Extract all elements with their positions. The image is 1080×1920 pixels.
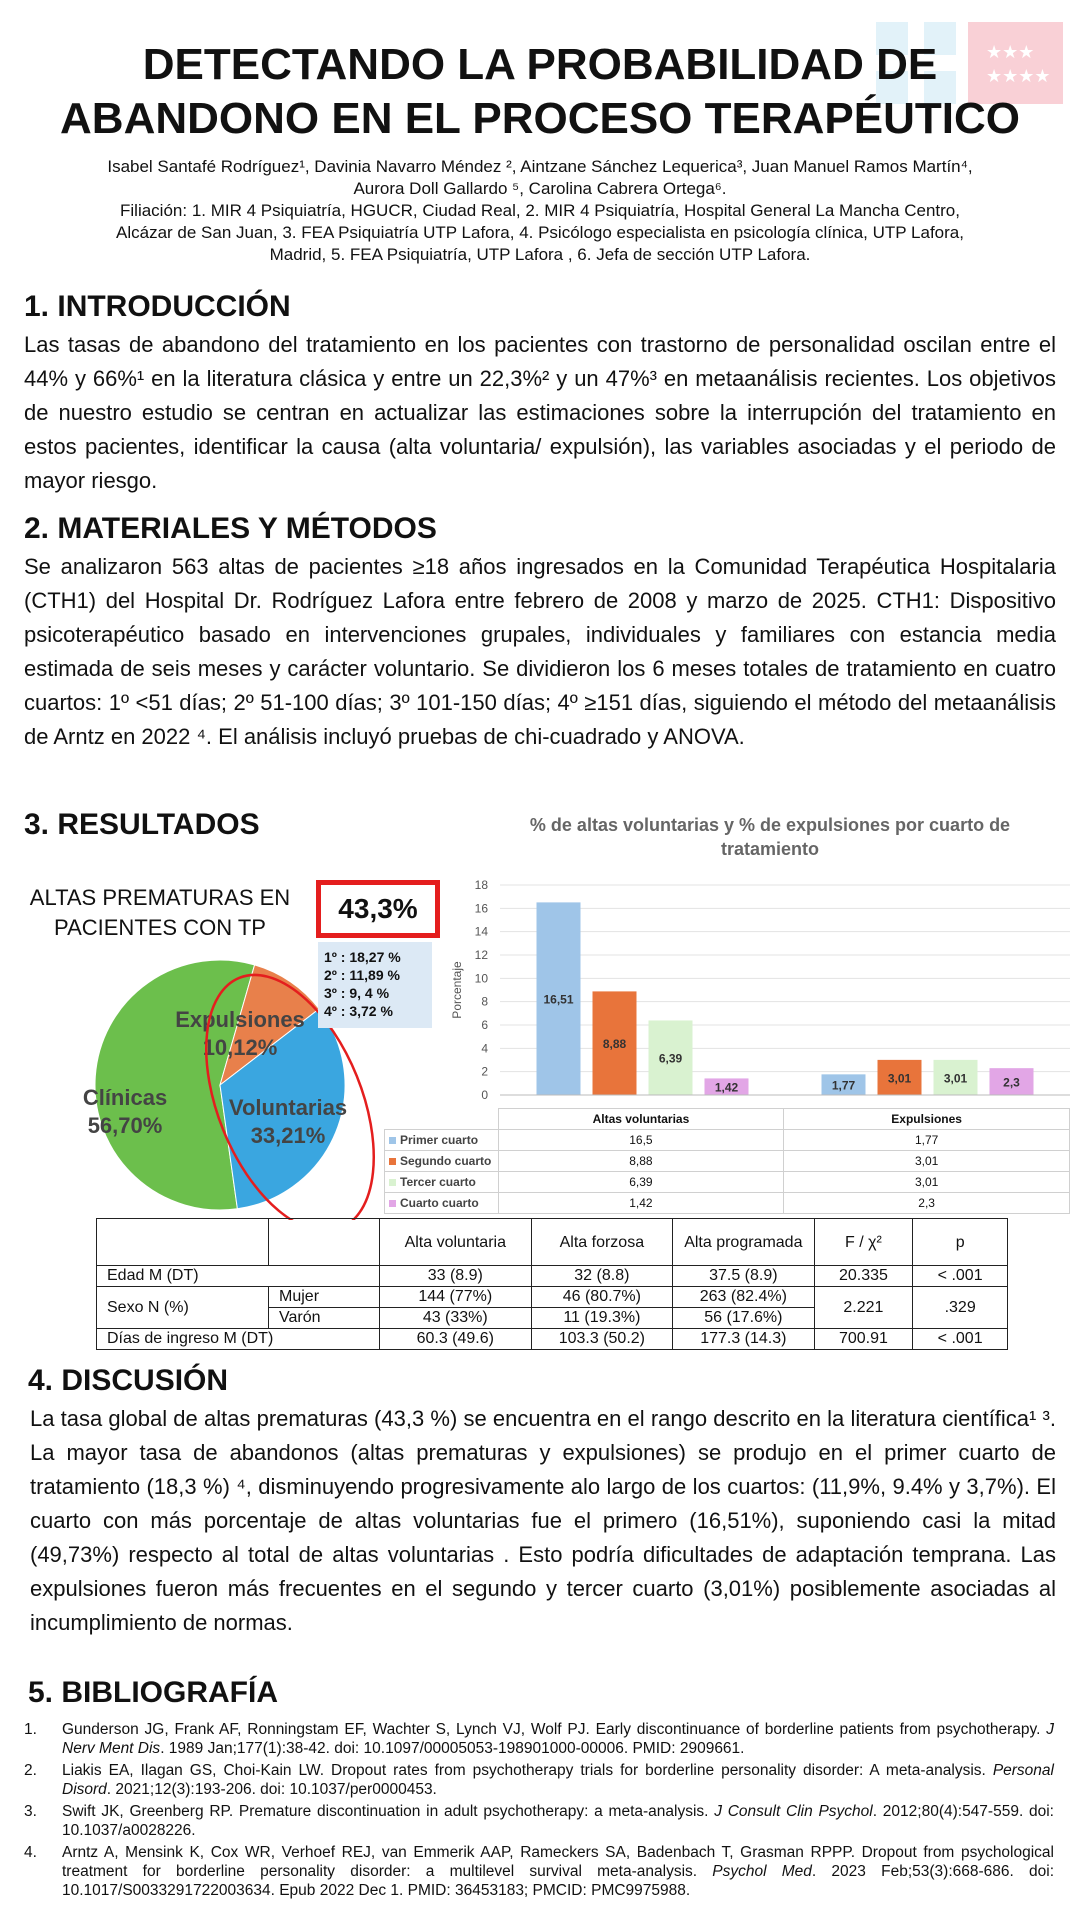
legend-entry [385, 1172, 499, 1193]
table-row [97, 1266, 1008, 1287]
reference-journal: Psychol Med [712, 1863, 812, 1880]
stats-header-cell: Alta forzosa [531, 1219, 672, 1266]
poster-title [10, 38, 1070, 146]
y-tick-label: 2 [481, 1064, 488, 1079]
y-tick-label: 12 [474, 948, 488, 962]
legend-series-name: Cuarto cuarto [400, 1196, 479, 1210]
reference-item [24, 1720, 1054, 1758]
legend-value: 3,01 [784, 1151, 1070, 1172]
bar-data-label: 1,42 [714, 1080, 739, 1095]
statistics-table [96, 1218, 1008, 1350]
reference-journal: J Nerv Ment Dis [62, 1721, 1054, 1757]
affiliation-line-1: Filiación: 1. MIR 4 Psiquiatría, HGUCR, Ciudad Real, 2. MIR 4 Psiquiatría, Hospital General La Mancha Centro, [120, 201, 960, 220]
y-tick-label: 18 [474, 878, 488, 892]
stats-header-blank [97, 1219, 269, 1266]
legend-value: 16,5 [498, 1130, 784, 1151]
table-cell: 56 (17.6%) [673, 1308, 814, 1329]
results-heading: 3. RESULTADOS [24, 808, 260, 841]
legend-value: 8,88 [498, 1151, 784, 1172]
legend-value: 2,3 [784, 1193, 1070, 1214]
legend-entry [385, 1130, 499, 1151]
discussion-heading: 4. DISCUSIÓN [28, 1364, 229, 1397]
stats-header-blank [269, 1219, 380, 1266]
stats-header-cell: Alta voluntaria [379, 1219, 531, 1266]
reference-item [24, 1802, 1054, 1840]
legend-entry [385, 1193, 499, 1214]
legend-header-blank [385, 1109, 499, 1130]
pie-title-line-1: ALTAS PREMATURAS EN [29, 885, 291, 910]
reference-journal: Personal Disord [62, 1762, 1054, 1798]
y-tick-label: 8 [481, 994, 488, 1009]
legend-value: 1,77 [784, 1130, 1070, 1151]
table-cell: 144 (77%) [379, 1287, 531, 1308]
authors-line-2: Aurora Doll Gallardo ⁵, Carolina Cabrera Ortega⁶. [353, 179, 727, 198]
legend-row [385, 1172, 1070, 1193]
legend-swatch [389, 1158, 396, 1165]
quarter-rate: 3º : 9, 4 % [324, 985, 390, 1001]
y-tick-label: 10 [474, 971, 488, 986]
legend-value: 3,01 [784, 1172, 1070, 1193]
quarter-rate: 4º : 3,72 % [324, 1003, 393, 1019]
pie-label-name: Clínicas [82, 1085, 168, 1110]
y-tick-label: 14 [474, 924, 488, 939]
reference-number: 1. [24, 1721, 37, 1738]
quarter-rate: 2º : 11,89 % [324, 967, 400, 983]
row-sublabel: Varón [269, 1308, 380, 1329]
affiliation-line-3: Madrid, 5. FEA Psiquiatría, UTP Lafora , 6. Jefa de sección UTP Lafora. [269, 245, 811, 264]
reference-details: . 2023 Feb;53(3):668-686. doi: 10.1017/S0033291722003634. Epub 2022 Dec 1. PMID: 36453183; PMCID: PMC9975988. [62, 1863, 1055, 1899]
legend-row [385, 1130, 1070, 1151]
category-label: Expulsiones [784, 1109, 1070, 1130]
row-label: Edad M (DT) [97, 1266, 380, 1287]
table-cell: 700.91 [814, 1329, 913, 1350]
table-cell: 2.221 [814, 1287, 913, 1329]
y-axis-label: Porcentaje [450, 961, 464, 1019]
bar-data-label: 6,39 [658, 1051, 683, 1066]
quarter-rates-list [318, 942, 432, 1028]
table-cell: 37.5 (8.9) [673, 1266, 814, 1287]
y-tick-label: 4 [481, 1041, 488, 1056]
bibliography-heading: 5. BIBLIOGRAFÍA [28, 1676, 279, 1709]
y-tick-label: 16 [474, 901, 488, 916]
table-cell: .329 [913, 1287, 1008, 1329]
table-cell: 177.3 (14.3) [673, 1329, 814, 1350]
legend-swatch [389, 1137, 396, 1144]
legend-row [385, 1193, 1070, 1214]
title-line-1: DETECTANDO LA PROBABILIDAD DE [142, 40, 938, 89]
category-label: Altas voluntarias [498, 1109, 784, 1130]
legend-value: 1,42 [498, 1193, 784, 1214]
legend-header-row [385, 1109, 1070, 1130]
legend-entry [385, 1151, 499, 1172]
reference-number: 4. [24, 1844, 37, 1861]
bar-chart [445, 870, 1070, 1108]
quarter-rate: 1º : 18,27 % [324, 949, 401, 965]
legend-row [385, 1151, 1070, 1172]
legend-value: 6,39 [498, 1172, 784, 1193]
bar-chart-title [480, 813, 1060, 861]
svg-text:★★★★: ★★★★ [986, 66, 1051, 87]
legend-series-name: Primer cuarto [400, 1133, 479, 1147]
table-cell: 11 (19.3%) [531, 1308, 672, 1329]
reference-number: 3. [24, 1803, 37, 1820]
methods-text: Se analizaron 563 altas de pacientes ≥18 años ingresados en la Comunidad Terapéutica Hospitalaria (CTH1) del Hospital Dr. Rodríguez Lafora entre febrero de 2008 y marzo de 2025. CTH1: Dispositivo psicoterapéutico basado en intervenciones grupales, individuales y familiares con estancia media estimada de seis meses y carácter voluntario. Se dividieron los 6 meses totales de tratamiento en cuatro cuartos: 1º <51 días; 2º 51-100 días; 3º 101-150 días; 4º ≥151 días, siguiendo el método del metaanálisis de Arntz en 2022 ⁴. El análisis incluyó pruebas de chi-cuadrado y ANOVA. [24, 554, 1056, 749]
legend-swatch [389, 1200, 396, 1207]
legend-swatch [389, 1179, 396, 1186]
table-cell: < .001 [913, 1266, 1008, 1287]
row-label: Días de ingreso M (DT) [97, 1329, 380, 1350]
table-row [97, 1329, 1008, 1350]
bar-data-label: 3,01 [887, 1071, 912, 1086]
stats-header-cell: Alta programada [673, 1219, 814, 1266]
row-sublabel: Mujer [269, 1287, 380, 1308]
table-cell: < .001 [913, 1329, 1008, 1350]
bar-data-label: 16,51 [543, 992, 574, 1007]
table-cell: 46 (80.7%) [531, 1287, 672, 1308]
reference-details: . 2012;80(4):547-559. doi: 10.1037/a0028226. [62, 1803, 1054, 1839]
reference-text: Gunderson JG, Frank AF, Ronningstam EF, Wachter S, Lynch VJ, Wolf PJ. Early discontinuance of borderline patients from psychotherapy. [62, 1721, 1047, 1738]
premature-rate-callout: 43,3% [316, 880, 440, 938]
reference-text: Arntz A, Mensink K, Cox WR, Verhoef REJ, van Emmerik AAP, Rameckers SA, Badenbach T, Grasman RPPP. Dropout from psychological treatment for borderline personality disorder: a multilevel survival meta-analysis. [62, 1844, 1054, 1880]
table-cell: 20.335 [814, 1266, 913, 1287]
reference-list [24, 1720, 1054, 1903]
title-line-2: ABANDONO EN EL PROCESO TERAPÉUTICO [60, 94, 1020, 143]
row-label: Sexo N (%) [97, 1287, 269, 1329]
pie-label-name: Voluntarias [228, 1095, 348, 1120]
reference-text: Swift JK, Greenberg RP. Premature discontinuation in adult psychotherapy: a meta-analysis. [62, 1803, 715, 1820]
bar-data-label: 2,3 [1003, 1075, 1020, 1090]
reference-details: . 2021;12(3):193-206. doi: 10.1037/per0000453. [106, 1781, 437, 1798]
bar-data-label: 1,77 [831, 1078, 856, 1093]
authors-affiliations [20, 156, 1060, 266]
pie-label-value: 56,70% [87, 1113, 163, 1138]
intro-heading: 1. INTRODUCCIÓN [24, 290, 291, 323]
table-cell: 32 (8.8) [531, 1266, 672, 1287]
reference-text: Liakis EA, Ilagan GS, Choi-Kain LW. Dropout rates from psychotherapy trials for borderline personality disorder: A meta-analysis. [62, 1762, 993, 1779]
svg-text:★★★: ★★★ [986, 42, 1035, 63]
bar-data-label: 3,01 [943, 1071, 968, 1086]
authors-line-1: Isabel Santafé Rodríguez¹, Davinia Navarro Méndez ², Aintzane Sánchez Lequerica³, Juan Manuel Ramos Martín⁴, [107, 157, 973, 176]
legend-series-name: Tercer cuarto [400, 1175, 476, 1189]
stats-header-cell: p [913, 1219, 1008, 1266]
table-cell: 33 (8.9) [379, 1266, 531, 1287]
bar-data-label: 8,88 [602, 1037, 627, 1052]
reference-number: 2. [24, 1762, 37, 1779]
affiliation-line-2: Alcázar de San Juan, 3. FEA Psiquiatría UTP Lafora, 4. Psicólogo especialista en psicología clínica, UTP Lafora, [116, 223, 964, 242]
table-cell: 263 (82.4%) [673, 1287, 814, 1308]
reference-item [24, 1843, 1054, 1900]
table-cell: 43 (33%) [379, 1308, 531, 1329]
reference-journal: J Consult Clin Psychol [714, 1803, 873, 1820]
bar-chart-title-line-1: % de altas voluntarias y % de expulsiones por cuarto de [529, 815, 1011, 835]
intro-text: Las tasas de abandono del tratamiento en los pacientes con trastorno de personalidad oscilan entre el 44% y 66%¹ en la literatura clásica y entre un 22,3%² y un 47%³ en metaanálisis recientes. Los objetivos de nuestro estudio se centran en actualizar las estimaciones sobre la interrupción del tratamiento en estos pacientes, identificar la causa (alta voluntaria/ expulsión), las variables asociadas y el periodo de mayor riesgo. [24, 332, 1056, 493]
stats-header-row [97, 1219, 1008, 1266]
reference-details: . 1989 Jan;177(1):38-42. doi: 10.1097/00005053-198901000-00006. PMID: 2909661. [160, 1740, 745, 1757]
methods-heading: 2. MATERIALES Y MÉTODOS [24, 512, 437, 545]
y-tick-label: 0 [481, 1088, 488, 1102]
bar-chart-title-line-2: tratamiento [720, 839, 819, 859]
stats-header-cell: F / χ² [814, 1219, 913, 1266]
pie-label-name: Expulsiones [175, 1007, 305, 1032]
bar-chart-data-table [384, 1108, 1070, 1214]
pie-title [20, 883, 300, 943]
discussion-text: La tasa global de altas prematuras (43,3 %) se encuentra en el rango descrito en la literatura científica¹ ³. La mayor tasa de abandonos (altas prematuras y expulsiones) se produjo en el primer cuarto de tratamiento (18,3 %) ⁴, disminuyendo progresivamente alo largo de los cuartos: (11,9%, 9.4% y 3,7%). El cuarto con más porcentaje de altas voluntarias fue el primero (16,51%), suponiendo casi la mitad (49,73%) respecto al total de altas voluntarias . Esto podría dificultades de adaptación temprana. Las expulsiones fueron más frecuentes en el segundo y tercer cuarto (3,01%) posiblemente asociadas al incumplimiento de normas. [30, 1406, 1056, 1635]
table-cell: 103.3 (50.2) [531, 1329, 672, 1350]
legend-series-name: Segundo cuarto [400, 1154, 492, 1168]
y-tick-label: 6 [481, 1018, 488, 1032]
reference-item [24, 1761, 1054, 1799]
pie-label-value: 33,21% [250, 1123, 326, 1148]
table-row [97, 1287, 1008, 1308]
pie-title-line-2: PACIENTES CON TP [54, 915, 266, 940]
pie-label-value: 10,12% [202, 1035, 278, 1060]
table-cell: 60.3 (49.6) [379, 1329, 531, 1350]
